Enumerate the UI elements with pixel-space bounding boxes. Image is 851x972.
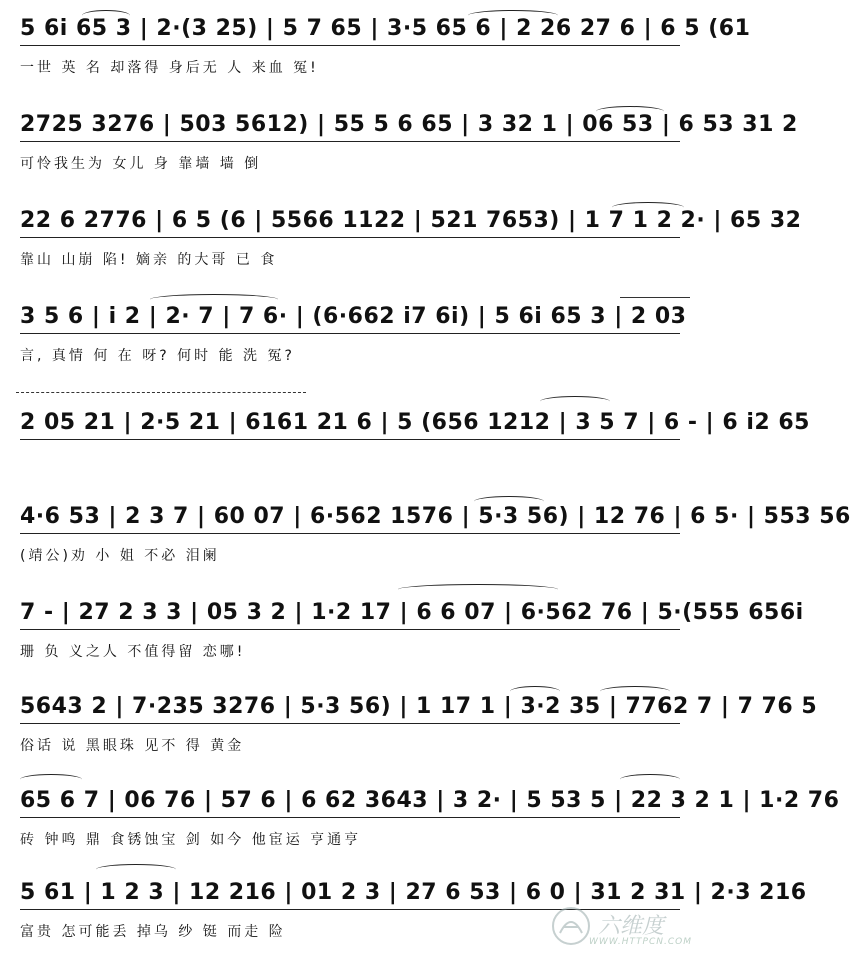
staff-7-notes: 7 - | 27 2 3 3 | 05 3 2 | 1·2 17 | 6 6 07 | 6·562 76 | 5·(555 656i bbox=[20, 600, 804, 625]
underline bbox=[20, 439, 680, 440]
staff-10-notes: 5 61 | 1 2 3 | 12 216 | 01 2 3 | 27 6 53 | 6 0 | 31 2 31 | 2·3 216 bbox=[20, 880, 807, 905]
staff-8-notes: 5643 2 | 7·235 3276 | 5·3 56) | 1 17 1 | 3·2 35 | 7762 7 | 7 76 5 bbox=[20, 694, 818, 719]
staff-9-notes: 65 6 7 | 06 76 | 57 6 | 6 62 3643 | 3 2· | 5 53 5 | 22 3 2 1 | 1·2 76 bbox=[20, 788, 840, 813]
watermark-text: 六维度 bbox=[598, 914, 665, 939]
staff-6 bbox=[0, 500, 851, 596]
watermark bbox=[548, 903, 698, 947]
staff-1-lyrics: 一世 英 名 却落得 身后无 人 来血 冤! bbox=[20, 60, 319, 76]
staff-1 bbox=[0, 12, 751, 108]
underline bbox=[20, 817, 680, 818]
staff-4-lyrics: 言, 真情 何 在 呀? 何时 能 洗 冤? bbox=[20, 348, 295, 364]
slur bbox=[474, 496, 544, 507]
underline bbox=[20, 333, 680, 334]
staff-5 bbox=[0, 406, 810, 502]
slur bbox=[510, 686, 560, 697]
slur bbox=[150, 294, 278, 305]
staff-4 bbox=[0, 300, 704, 396]
underline bbox=[20, 237, 680, 238]
underline bbox=[20, 629, 680, 630]
underline bbox=[20, 533, 680, 534]
staff-9-lyrics: 砖 钟鸣 鼎 食锈蚀宝 剑 如今 他宦运 亨通亨 bbox=[20, 832, 362, 848]
staff-6-notes: 4·6 53 | 2 3 7 | 60 07 | 6·562 1576 | 5·3 56) | 12 76 | 6 5· | 553 56 bbox=[20, 504, 851, 529]
slur bbox=[600, 686, 670, 697]
watermark-url: WWW.HTTPCN.COM bbox=[588, 937, 692, 947]
slur bbox=[82, 10, 130, 21]
underline bbox=[20, 45, 680, 46]
staff-8 bbox=[0, 690, 818, 786]
staff-2-notes: 2725 3276 | 503 5612) | 55 5 6 65 | 3 32 1 | 06 53 | 6 53 31 2 bbox=[20, 112, 798, 137]
slur bbox=[620, 774, 680, 785]
watermark-logo-icon bbox=[548, 903, 594, 949]
slur bbox=[540, 396, 610, 407]
staff-3 bbox=[0, 204, 802, 300]
staff-5-notes: 2 05 21 | 2·5 21 | 6161 21 6 | 5 (656 1212 | 3 5 7 | 6 - | 6 i2 65 bbox=[20, 410, 810, 435]
slur bbox=[468, 10, 558, 21]
slur bbox=[96, 864, 176, 875]
staff-6-lyrics: (靖公)劝 小 姐 不必 泪阑 bbox=[20, 548, 220, 564]
staff-1-notes: 5 6i 65 3 | 2·(3 25) | 5 7 65 | 3·5 65 6 | 2 26 27 6 | 6 5 (61 bbox=[20, 16, 751, 41]
underline bbox=[20, 141, 680, 142]
staff-2 bbox=[0, 108, 798, 204]
staff-5-lyrics bbox=[20, 450, 690, 474]
staff-4-notes: 3 5 6 | i 2 | 2· 7 | 7 6· | (6·662 i7 6i) | 5 6i 65 3 | 2 03 bbox=[20, 304, 687, 329]
slur bbox=[596, 106, 664, 117]
staff-2-lyrics: 可怜我生为 女儿 身 靠墙 墙 倒 bbox=[20, 156, 262, 172]
underline bbox=[20, 723, 680, 724]
tie-line bbox=[620, 297, 690, 298]
staff-7-lyrics: 珊 负 义之人 不值得留 恋哪! bbox=[20, 644, 246, 660]
staff-3-lyrics: 靠山 山崩 陷! 嫡亲 的大哥 已 食 bbox=[20, 252, 278, 268]
staff-8-lyrics: 俗话 说 黑眼珠 见不 得 黄金 bbox=[20, 738, 245, 754]
slur bbox=[20, 774, 82, 785]
dashed-accent-line bbox=[16, 392, 306, 393]
slur bbox=[612, 202, 684, 213]
staff-7 bbox=[0, 596, 804, 692]
staff-10-lyrics: 富贵 怎可能丢 掉乌 纱 铤 而走 险 bbox=[20, 924, 286, 940]
slur bbox=[398, 584, 558, 595]
staff-3-notes: 22 6 2776 | 6 5 (6 | 5566 1122 | 521 7653) | 1 7 1 2 2· | 65 32 bbox=[20, 208, 802, 233]
